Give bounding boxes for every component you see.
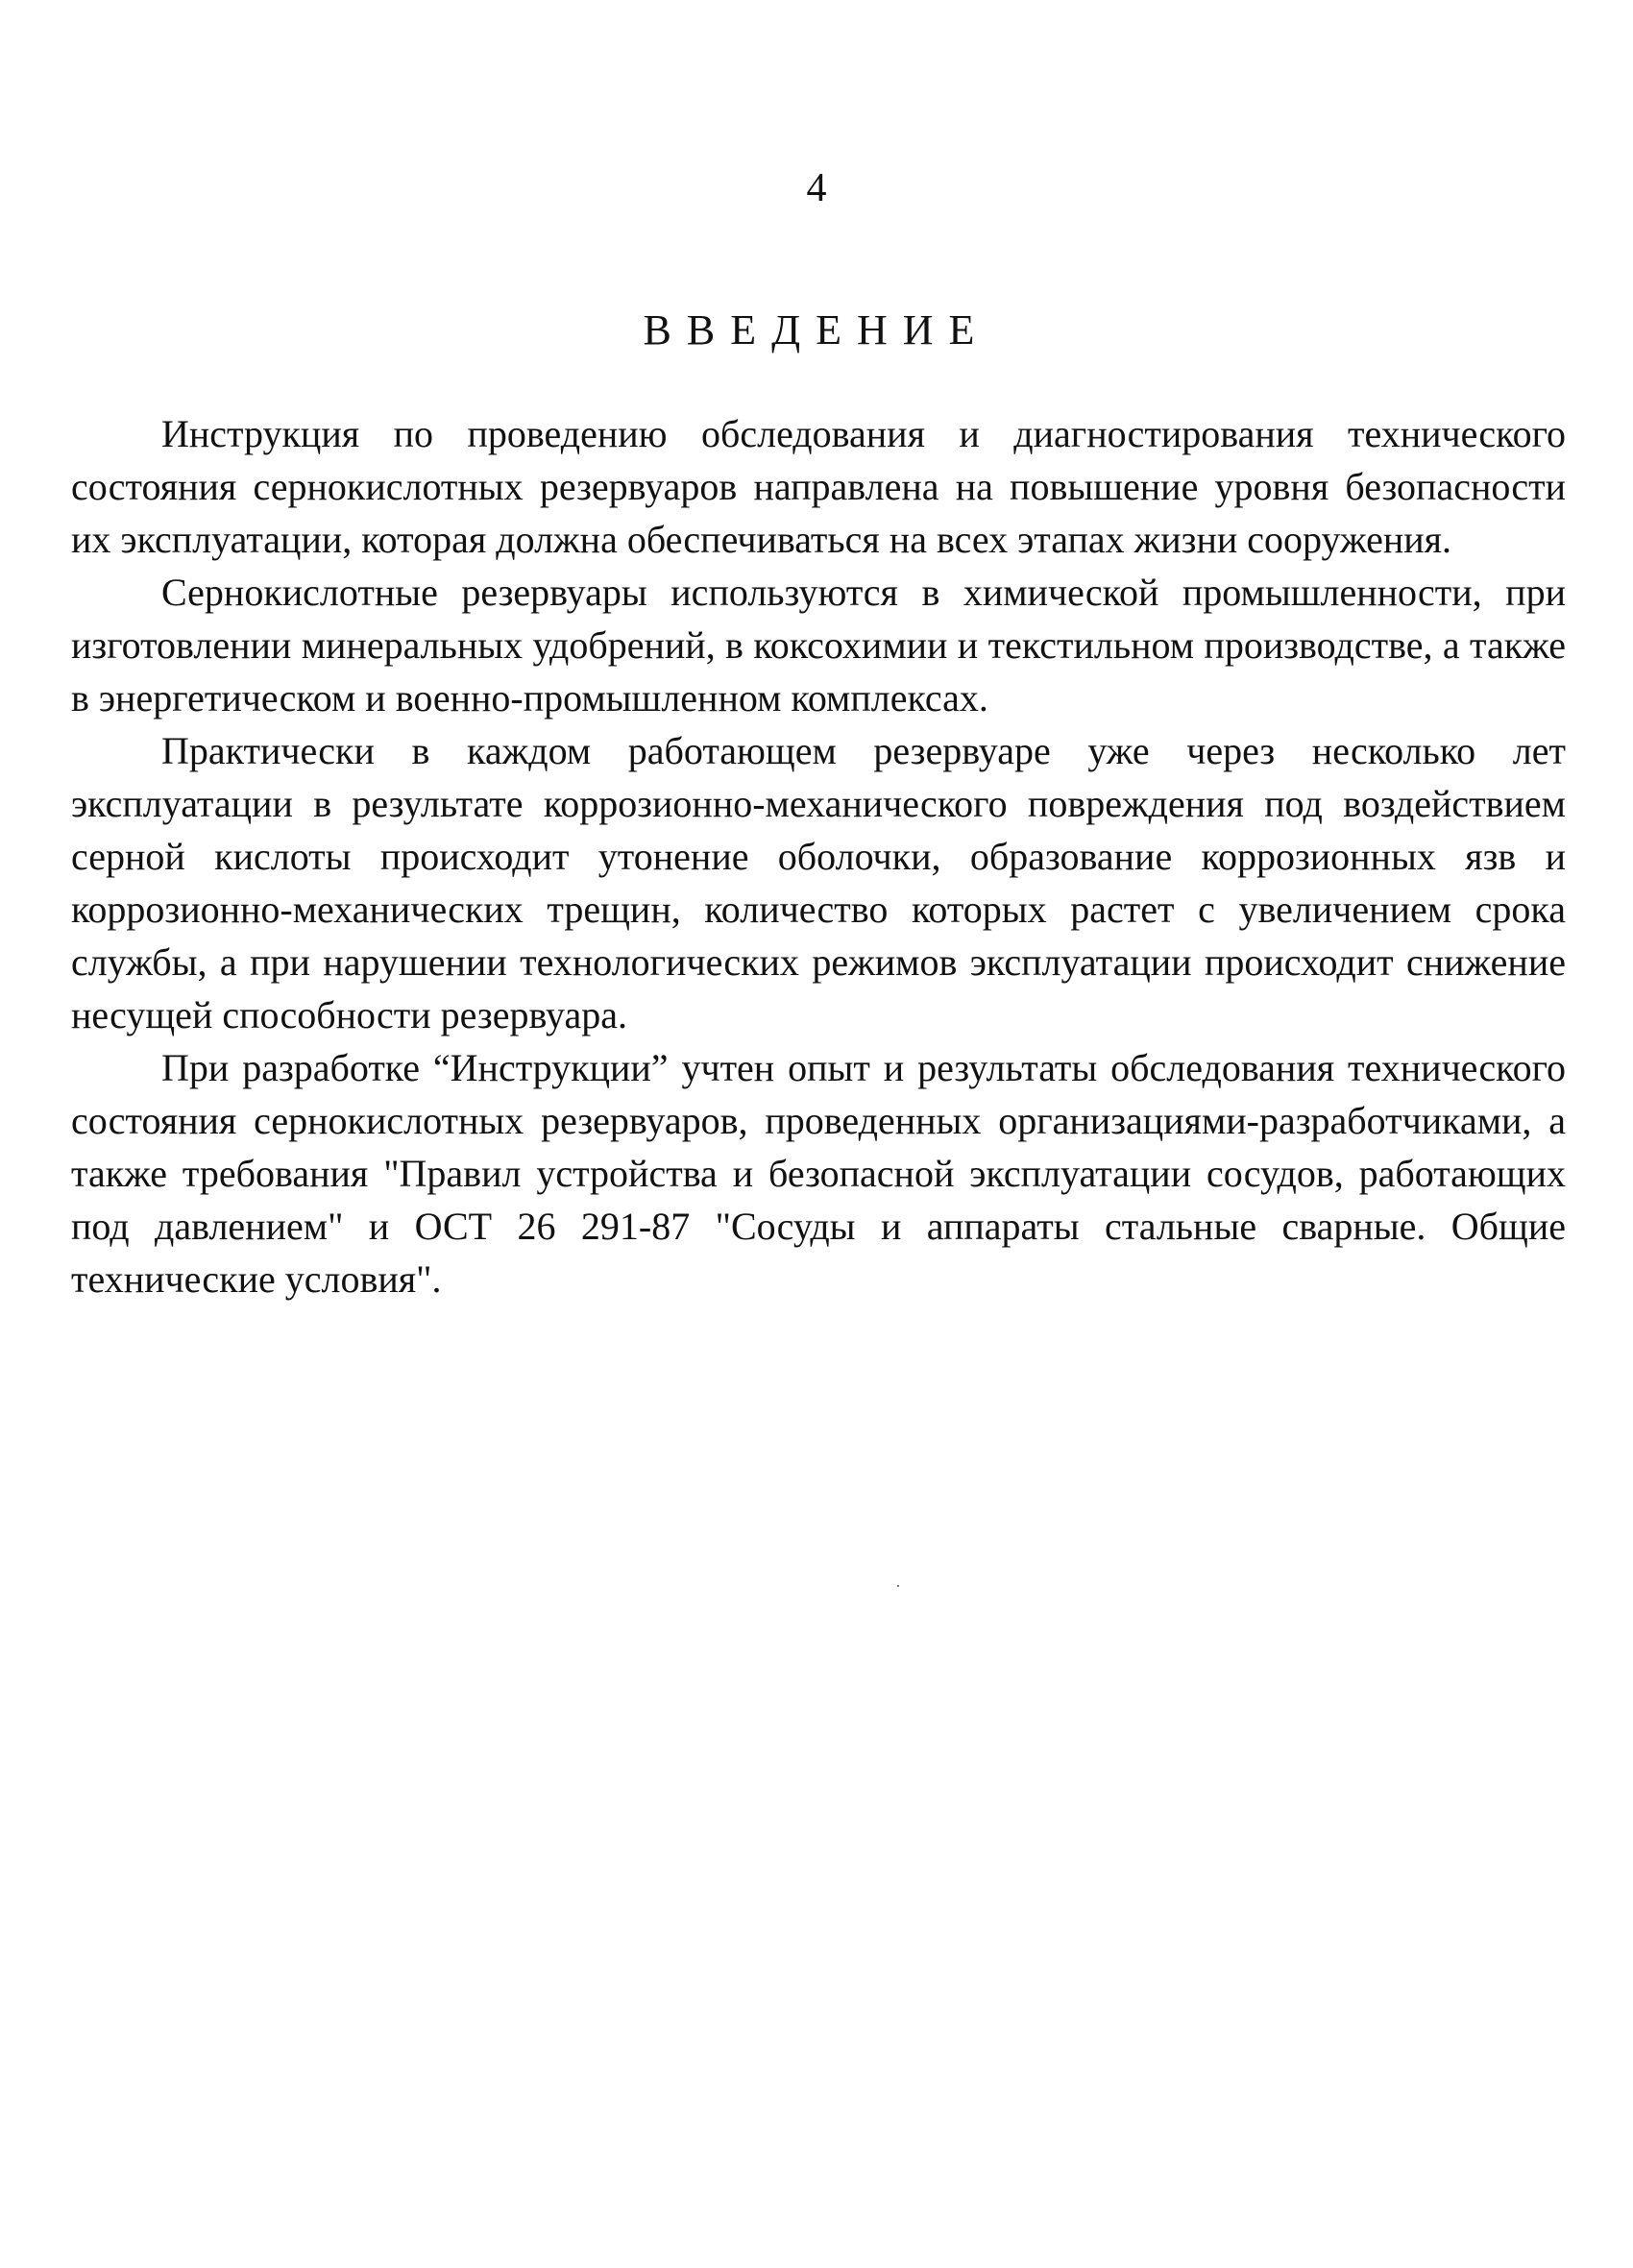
- paragraph: При разработке “Инструкции” учтен опыт и результаты обследования технического состояния сернокислотных резервуаров, проведенных организациями-разработчиками, а также требования "Правил устройства и безопасной эксплуатации сосудов, работающих под давлением" и ОСТ 26 291-87 "Сосуды и аппараты стальные сварные. Общие технические условия".: [71, 1046, 1566, 1301]
- body-text: [71, 407, 1566, 1305]
- paragraph: Сернокислотные резервуары используются в химической промышленности, при изготовлении минеральных удобрений, в коксохимии и текстильном производстве, а также в энергетическом и военно-промышленном комплексах.: [71, 571, 1566, 719]
- scan-speck: [897, 1585, 899, 1587]
- paragraph: Практически в каждом работающем резервуаре уже через несколько лет эксплуатации в результате коррозионно-механического повреждения под воздействием серной кислоты происходит утонение оболочки, образование коррозионных язв и коррозионно-механических трещин, количество которых растет с увеличением срока службы, а при нарушении технологических режимов эксплуатации происходит снижение несущей способности резервуара.: [71, 729, 1566, 1036]
- page-number: 4: [806, 166, 827, 210]
- section-heading: ВВЕДЕНИЕ: [643, 306, 990, 354]
- paragraph: Инструкция по проведению обследования и диагностирования технического состояния сернокислотных резервуаров направлена на повышение уровня безопасности их эксплуатации, которая должна обеспечиваться на всех этапах жизни сооружения.: [71, 412, 1566, 561]
